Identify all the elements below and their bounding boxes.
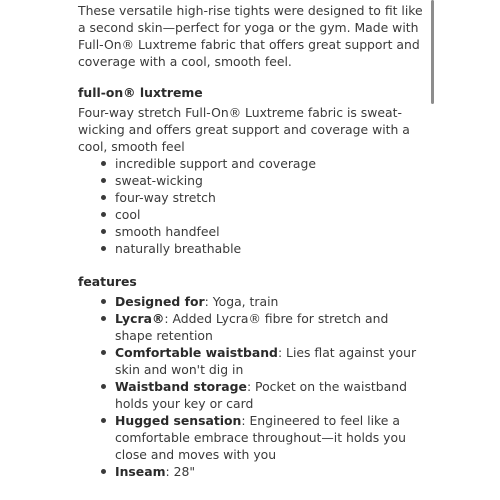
feature-item-comfortable-waistband	[78, 344, 426, 378]
feature-item-inseam	[78, 463, 426, 480]
list-item: sweat-wicking	[78, 172, 426, 189]
list-item: incredible support and coverage	[78, 155, 426, 172]
feature-text: : Pocket on the waistband holds your key or card	[115, 379, 407, 411]
list-item: naturally breathable	[78, 240, 426, 257]
feature-name: Inseam	[115, 464, 166, 479]
product-intro: These versatile high-rise tights were designed to fit like a second skin—perfect for yoga or the gym. Made with Full-On® Luxtreme fabric that offers great support and coverage with a cool, smooth feel.	[78, 3, 423, 69]
feature-name: Lycra®	[115, 311, 165, 326]
feature-text: : Yoga, train	[204, 294, 279, 309]
feature-text: : Added Lycra® fibre for stretch and shape retention	[115, 311, 389, 343]
features-list	[78, 293, 426, 480]
list-item: cool	[78, 206, 426, 223]
feature-text: : Lies flat against your skin and won't dig in	[115, 345, 417, 377]
feature-text: : Engineered to feel like a comfortable embrace throughout—it holds you close and moves with you	[115, 413, 406, 462]
feature-item-designed-for	[78, 293, 426, 310]
feature-item-waistband-storage	[78, 378, 426, 412]
list-item: smooth handfeel	[78, 223, 426, 240]
product-details	[78, 2, 426, 480]
feature-name: Comfortable waistband	[115, 345, 278, 360]
luxtreme-bullet-list	[78, 155, 426, 257]
features-heading: features	[78, 274, 137, 289]
luxtreme-heading: full-on® luxtreme	[78, 85, 203, 100]
vertical-scrollbar[interactable]	[431, 0, 434, 104]
feature-name: Designed for	[115, 294, 205, 309]
feature-name: Hugged sensation	[115, 413, 242, 428]
list-item: four-way stretch	[78, 189, 426, 206]
feature-name: Waistband storage	[115, 379, 247, 394]
luxtreme-description: Four-way stretch Full-On® Luxtreme fabric is sweat-wicking and offers great support and coverage with a cool, smooth feel	[78, 105, 410, 154]
feature-item-lycra	[78, 310, 426, 344]
feature-text: : 28"	[165, 464, 196, 479]
feature-item-hugged-sensation	[78, 412, 426, 463]
